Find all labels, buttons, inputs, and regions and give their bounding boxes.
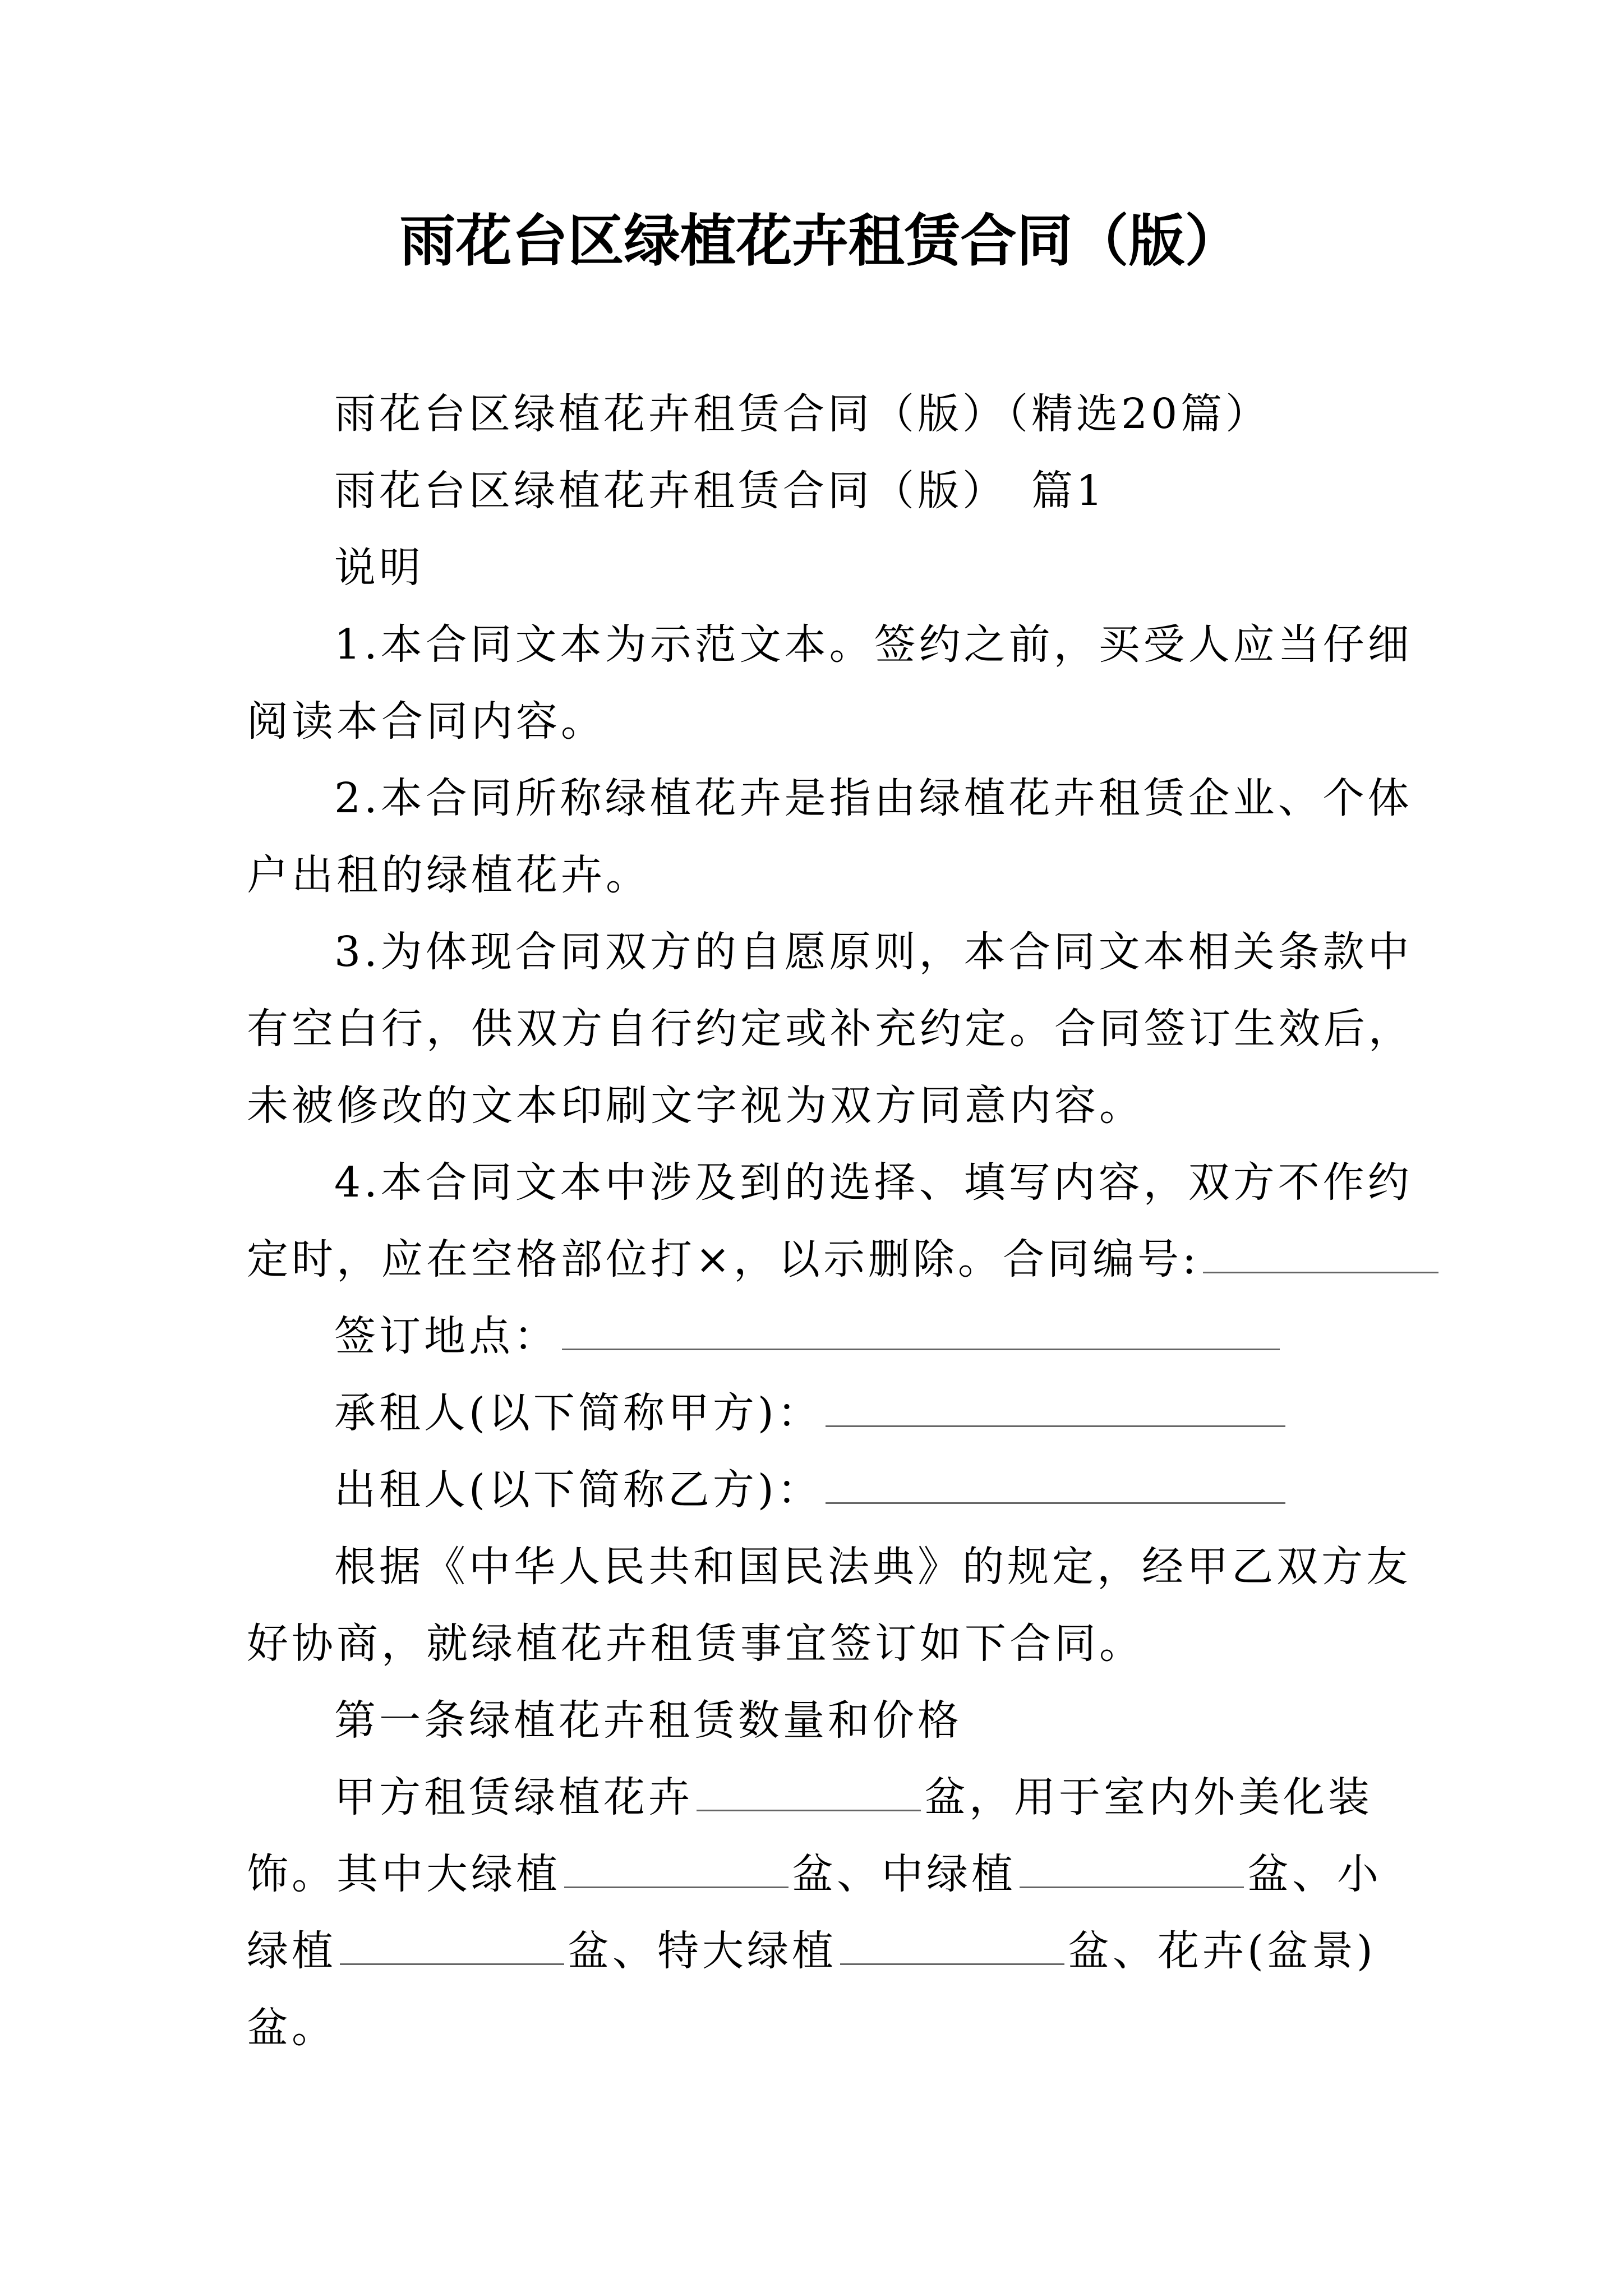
basis-line-1: 根据《中华人民共和国民法典》的规定，经甲乙双方友 bbox=[334, 1543, 1411, 1591]
party-b-line bbox=[247, 1452, 1394, 1529]
article-1-text-a: 甲方租赁绿植花卉 bbox=[334, 1773, 693, 1821]
article-1-text-b: 盆，用于室内外美化装 bbox=[924, 1773, 1373, 1821]
article-1-line-2 bbox=[247, 1836, 1394, 1913]
article-1-text-c: 饰。其中大绿植 bbox=[247, 1850, 561, 1898]
medium-plants-blank[interactable] bbox=[1020, 1855, 1244, 1888]
article-1-text-h: 盆、花卉(盆景) bbox=[1068, 1927, 1376, 1975]
article-1-text-d: 盆、中绿植 bbox=[792, 1850, 1016, 1898]
party-a-line bbox=[247, 1375, 1394, 1452]
article-1-line-1 bbox=[247, 1759, 1394, 1836]
note-4-line-2 bbox=[247, 1221, 1394, 1298]
note-2-line-1: 2.本合同所称绿植花卉是指由绿植花卉租赁企业、个体 bbox=[334, 774, 1413, 822]
article-1-text-g: 盆、特大绿植 bbox=[568, 1927, 837, 1975]
sign-place-blank[interactable] bbox=[562, 1317, 1280, 1350]
article-1-heading: 第一条绿植花卉租赁数量和价格 bbox=[334, 1696, 962, 1745]
note-1-line-2: 阅读本合同内容。 bbox=[247, 697, 606, 746]
contract-number-label: 定时，应在空格部位打×，以示删除。合同编号: bbox=[247, 1235, 1200, 1283]
article-1-line-4: 盆。 bbox=[247, 2004, 336, 2052]
note-2-line-2: 户出租的绿植花卉。 bbox=[247, 851, 651, 899]
section-heading: 雨花台区绿植花卉租赁合同（版） 篇1 bbox=[334, 467, 1106, 515]
note-3-line-3: 未被修改的文本印刷文字视为双方同意内容。 bbox=[247, 1082, 1144, 1130]
note-4-line-1: 4.本合同文本中涉及到的选择、填写内容，双方不作约 bbox=[334, 1158, 1413, 1207]
extra-large-plants-blank[interactable] bbox=[840, 1932, 1064, 1965]
party-a-blank[interactable] bbox=[826, 1394, 1285, 1427]
party-b-label: 出租人(以下简称乙方)： bbox=[334, 1466, 822, 1514]
contract-number-blank[interactable] bbox=[1203, 1240, 1438, 1273]
large-plants-blank[interactable] bbox=[564, 1855, 789, 1888]
sign-place-line bbox=[247, 1298, 1394, 1375]
article-1-line-3 bbox=[247, 1913, 1394, 1990]
small-plants-blank[interactable] bbox=[340, 1932, 564, 1965]
document-page bbox=[247, 0, 1413, 2296]
note-3-line-1: 3.为体现合同双方的自愿原则，本合同文本相关条款中 bbox=[334, 928, 1413, 976]
basis-line-2: 好协商，就绿植花卉租赁事宜签订如下合同。 bbox=[247, 1619, 1144, 1668]
note-3-line-2: 有空白行，供双方自行约定或补充约定。合同签订生效后， bbox=[247, 1005, 1413, 1053]
total-pots-blank[interactable] bbox=[697, 1778, 921, 1811]
article-1-text-e: 盆、小 bbox=[1247, 1850, 1382, 1898]
party-a-label: 承租人(以下简称甲方)： bbox=[334, 1389, 822, 1437]
note-1-line-1: 1.本合同文本为示范文本。签约之前，买受人应当仔细 bbox=[334, 620, 1413, 669]
article-1-text-f: 绿植 bbox=[247, 1927, 336, 1975]
explain-heading: 说明 bbox=[334, 544, 424, 592]
document-subtitle: 雨花台区绿植花卉租赁合同（版）（精选20篇） bbox=[334, 390, 1271, 438]
document-title: 雨花台区绿植花卉租赁合同（版） bbox=[399, 208, 1241, 274]
party-b-blank[interactable] bbox=[826, 1471, 1285, 1504]
sign-place-label: 签订地点： bbox=[334, 1312, 559, 1360]
